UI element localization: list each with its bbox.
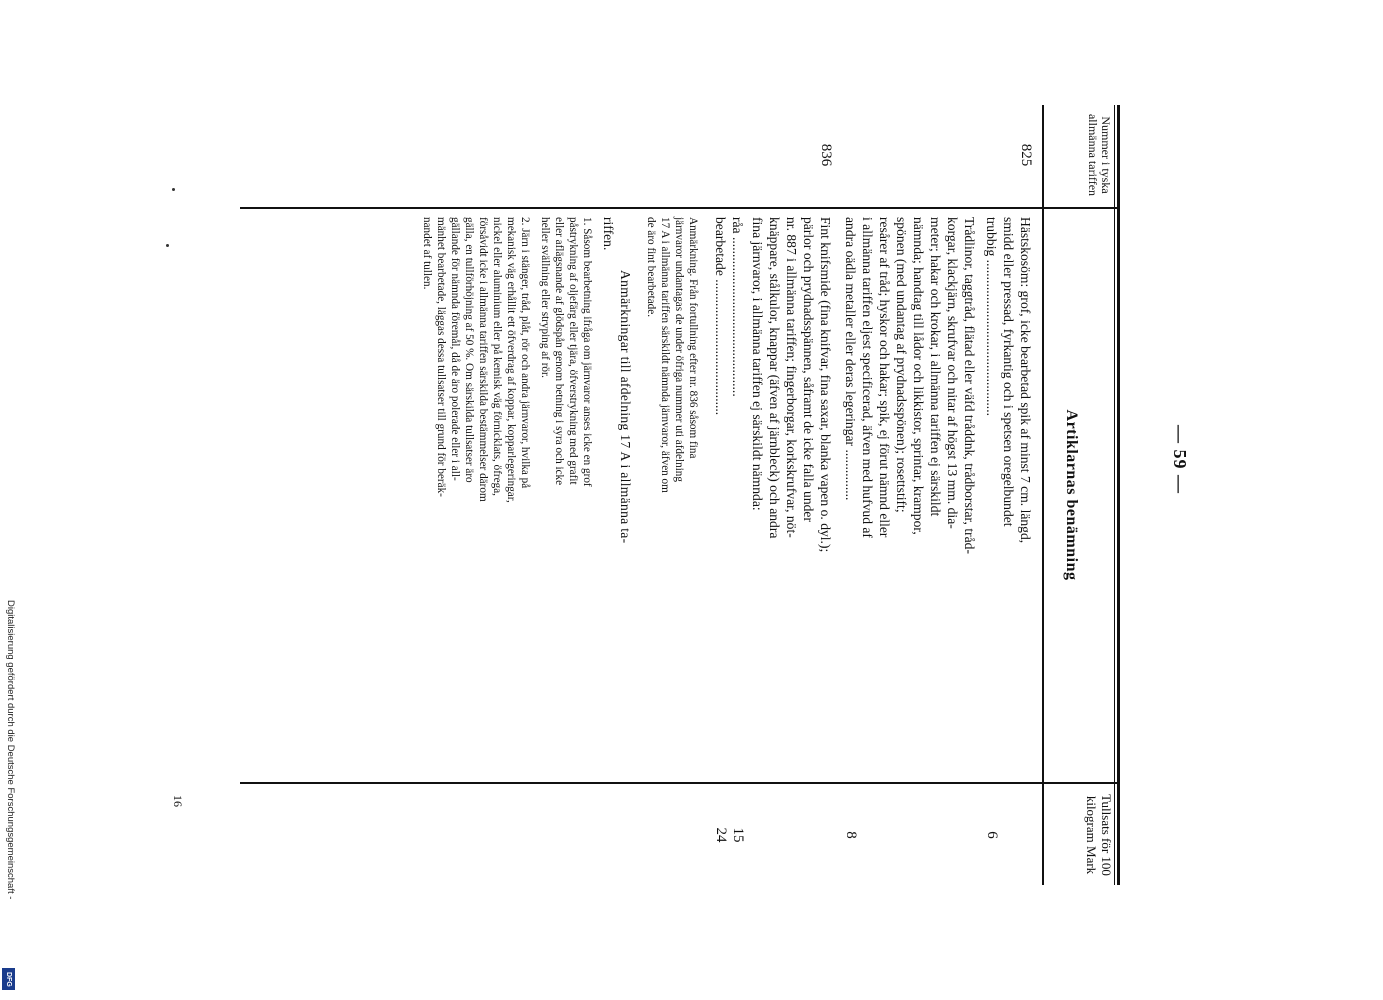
row-836-tullsats-bearbetade: 24 xyxy=(713,827,729,843)
row-836-line: pärlor och prydnadsspännen, såframt de icke falla under xyxy=(801,217,816,522)
footer-number: 16 xyxy=(171,795,185,807)
header-rule xyxy=(1043,105,1045,885)
row-tradlinor-line: spönen (med undantag af prydnadsspönen); rosettstift; xyxy=(894,217,909,513)
top-rule-thin xyxy=(1114,105,1115,885)
row-825-line: Hästskosöm: grof, icke bearbetad spik af minst 7 cm. längd, xyxy=(1018,217,1033,544)
note-2-line: gällande för nämnda föremål, då de äro polerade eller i all- xyxy=(449,217,461,481)
row-tradlinor-line: resårer af tråd; hyskor och hakar; spik, ej förut nämnd eller xyxy=(877,217,892,538)
row-836-line: knäppare, stålkulor, knappar (äfven af järnbleck) och andra xyxy=(767,217,782,539)
header-artikel: Artiklarnas benämning xyxy=(1063,409,1080,581)
row-836-line: Fint knifsmide (fina knifvar, fina saxar, blanka vapen o. dyl.); xyxy=(818,217,833,553)
anmarkning-line: de äro fint bearbetade. xyxy=(645,217,657,318)
rotated-page xyxy=(20,105,1190,985)
scan-speck xyxy=(166,244,169,247)
row-825-nummer: 825 xyxy=(1018,143,1034,167)
row-tradlinor-line: i allmänna tariffen eljest specificerad, äfven med hufvud af xyxy=(860,217,875,538)
row-836-tullsats-raa: 15 xyxy=(730,827,746,843)
note-2-line: nandet af tullen. xyxy=(421,217,433,290)
row-tradlinor-line: Trådlinor, taggtråd, flätad eller väfd tråddnk, trådborstar, tråd- xyxy=(962,217,977,555)
note-1-line: eller aflägsnande af glödspån genom betning i syra och icke xyxy=(553,217,565,486)
dfg-logo-icon: DFG xyxy=(2,968,15,990)
anmarkning-line: järnvaror undantagas de under öfriga nummer uti afdelning xyxy=(673,217,685,482)
anmarkningar-heading: Anmärkningar till afdelning 17 A i allmänna ta- xyxy=(618,270,633,544)
row-tradlinor-line: nämnda; handtag till lådor och likkistor, sprintar, krampor, xyxy=(911,217,926,535)
row-tradlinor-line: korgar, klackjärn, skrufvar och nitar af högst 13 mm. dia- xyxy=(945,217,960,529)
row-836-line: bearbetade ........................................ xyxy=(713,217,728,416)
page-number: — 59 — xyxy=(1170,425,1190,494)
row-tradlinor-line: andra oädla metaller eller deras legeringar ............... xyxy=(843,217,858,501)
note-1-line: heller svällning eller stryping af rör. xyxy=(539,217,551,378)
row-825-tullsats: 6 xyxy=(984,831,1000,839)
row-836-line: fina järnvaror, i allmänna tariffen ej särskildt nämnda: xyxy=(750,217,765,511)
note-2-line: gälla, en tullförhöjning af 50 %. Om särskilda tullsatser äro xyxy=(463,217,475,483)
row-836-nummer: 836 xyxy=(818,143,834,167)
scan-speck xyxy=(172,188,175,191)
note-2-line: mekanisk väg erhållit ett öfverdrag af koppar, kopparlegeringar, xyxy=(505,217,517,503)
anmarkning-line: 17 A i allmänna tariffen särskildt nämnda järnvaror, äfven om xyxy=(659,217,671,493)
row-836-line: råa ............................................... xyxy=(730,217,745,397)
col-rule-left xyxy=(240,207,1120,209)
row-tradlinor-line: meter; hakar och krokar, i allmänna tariffen ej särskildt xyxy=(928,217,943,517)
note-2-line: mänhet bearbetade, läggas dessa tullsatser till grund för beräk- xyxy=(435,217,447,497)
note-1-line: påstrykning af oljefärg eller tjära, öfverstrykning med grafit xyxy=(567,217,579,485)
row-825-line: trubbig .............................................. xyxy=(984,217,999,416)
row-836-line: nr. 887 i allmänna tariffen; fingerborgar, korkskrufvar, nöt- xyxy=(784,217,799,538)
col-rule-right xyxy=(240,782,1120,784)
digitization-credit: Digitalisierung gefördert durch die Deutsche Forschungsgemeinschaft - xyxy=(5,600,16,900)
anmarkningar-heading-cont: riffen. xyxy=(601,217,616,251)
top-rule xyxy=(1117,105,1120,885)
row-825-line: smidd eller pressad, fyrkantig och i spetsen oregelbundet xyxy=(1001,217,1016,527)
header-nummer: Nummer i tyska allmänna tariffen xyxy=(1086,113,1113,197)
anmarkning-line: Anmärkning. Från fortullning efter nr. 836 såsom fina xyxy=(687,217,699,459)
note-2-line: försåvidt icke i allmänna tariffen särskilda bestämmelser därom xyxy=(477,217,489,502)
note-1-line: 1. Såsom bearbetning ifråga om järnvaror anses icke en grof xyxy=(581,217,593,487)
header-tullsats: Tullsats för 100 kilogram Mark xyxy=(1084,794,1114,876)
note-2-line: nickel eller aluminium eller på kemisk väg förnicklats, öfrega, xyxy=(491,217,503,496)
row-tradlinor-tullsats: 8 xyxy=(843,831,859,839)
note-2-line: 2. Järn i stänger, tråd, plåt, rör och andra järnvaror, hvilka på xyxy=(519,217,531,489)
